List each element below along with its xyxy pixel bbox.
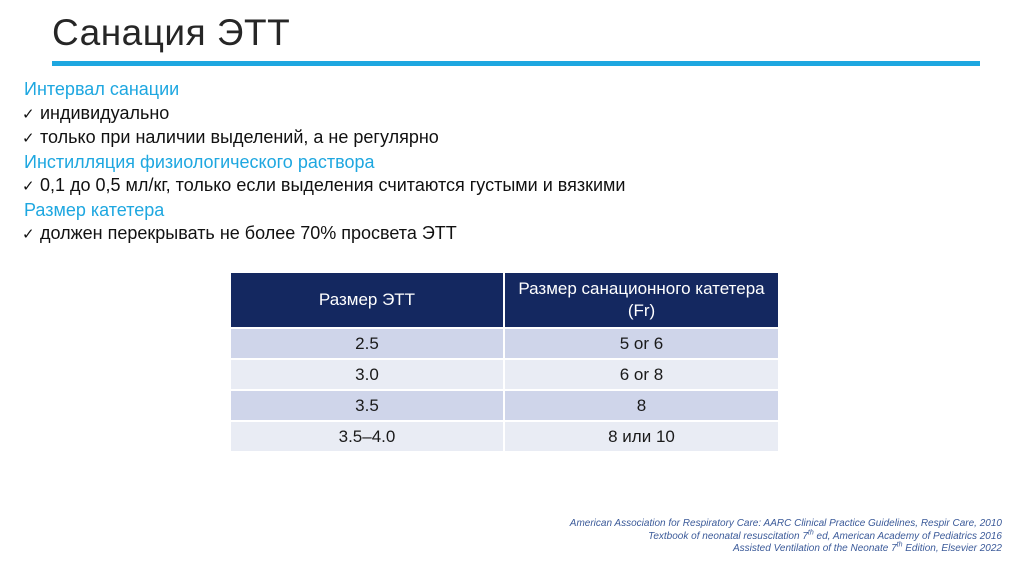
checkmark-icon: ✓ — [22, 105, 35, 123]
bullet-item — [22, 174, 982, 199]
content-body — [22, 78, 982, 247]
checkmark-icon: ✓ — [22, 130, 35, 147]
title-underline — [52, 61, 980, 66]
checkmark-icon: ✓ — [22, 178, 35, 195]
table-header-row — [231, 273, 778, 328]
bullet-text: только при наличии выделений, а не регулярно — [40, 127, 439, 147]
section-heading-instillation: Инстилляция физиологического раствора — [24, 151, 375, 172]
cell-ett-size: 3.5 — [231, 390, 504, 421]
bullet-item — [22, 126, 982, 151]
bullet-text: должен перекрывать не более 70% просвета ЭТТ — [40, 223, 457, 243]
cell-ett-size: 3.0 — [231, 359, 504, 390]
reference-nrp: Textbook of neonatal resuscitation 7th ed, American Academy of Pediatrics 2016 — [648, 529, 1002, 542]
header-ett-size: Размер ЭТТ — [231, 273, 504, 328]
cell-catheter-size: 8 — [504, 390, 778, 421]
section-heading-interval: Интервал санации — [24, 79, 180, 99]
table-row — [231, 390, 778, 421]
bullet-item — [22, 222, 982, 247]
bullet-text: индивидуально — [40, 102, 170, 123]
bullet-item — [22, 102, 982, 127]
checkmark-icon: ✓ — [22, 226, 35, 243]
table-row — [231, 328, 778, 359]
reference-aarc: American Association for Respiratory Care: AARC Clinical Practice Guidelines, Respir Care, 2010 — [569, 518, 1002, 529]
references — [570, 518, 1002, 556]
cell-catheter-size: 5 or 6 — [504, 328, 778, 359]
slide-title: Санация ЭТТ — [52, 12, 291, 53]
ett-size-table — [231, 273, 778, 451]
cell-catheter-size: 8 или 10 — [504, 421, 778, 451]
reference-assisted-ventilation: Assisted Ventilation of the Neonate 7th Edition, Elsevier 2022 — [733, 541, 1002, 554]
table-row — [231, 421, 778, 451]
section-heading-catheter-size: Размер катетера — [24, 199, 165, 220]
cell-ett-size: 3.5–4.0 — [231, 421, 504, 451]
bullet-text: 0,1 до 0,5 мл/кг, только если выделения считаются густыми и вязкими — [40, 175, 626, 195]
header-catheter-size: Размер санационного катетера (Fr) — [504, 273, 778, 328]
cell-catheter-size: 6 or 8 — [504, 359, 778, 390]
cell-ett-size: 2.5 — [231, 328, 504, 359]
table-row — [231, 359, 778, 390]
